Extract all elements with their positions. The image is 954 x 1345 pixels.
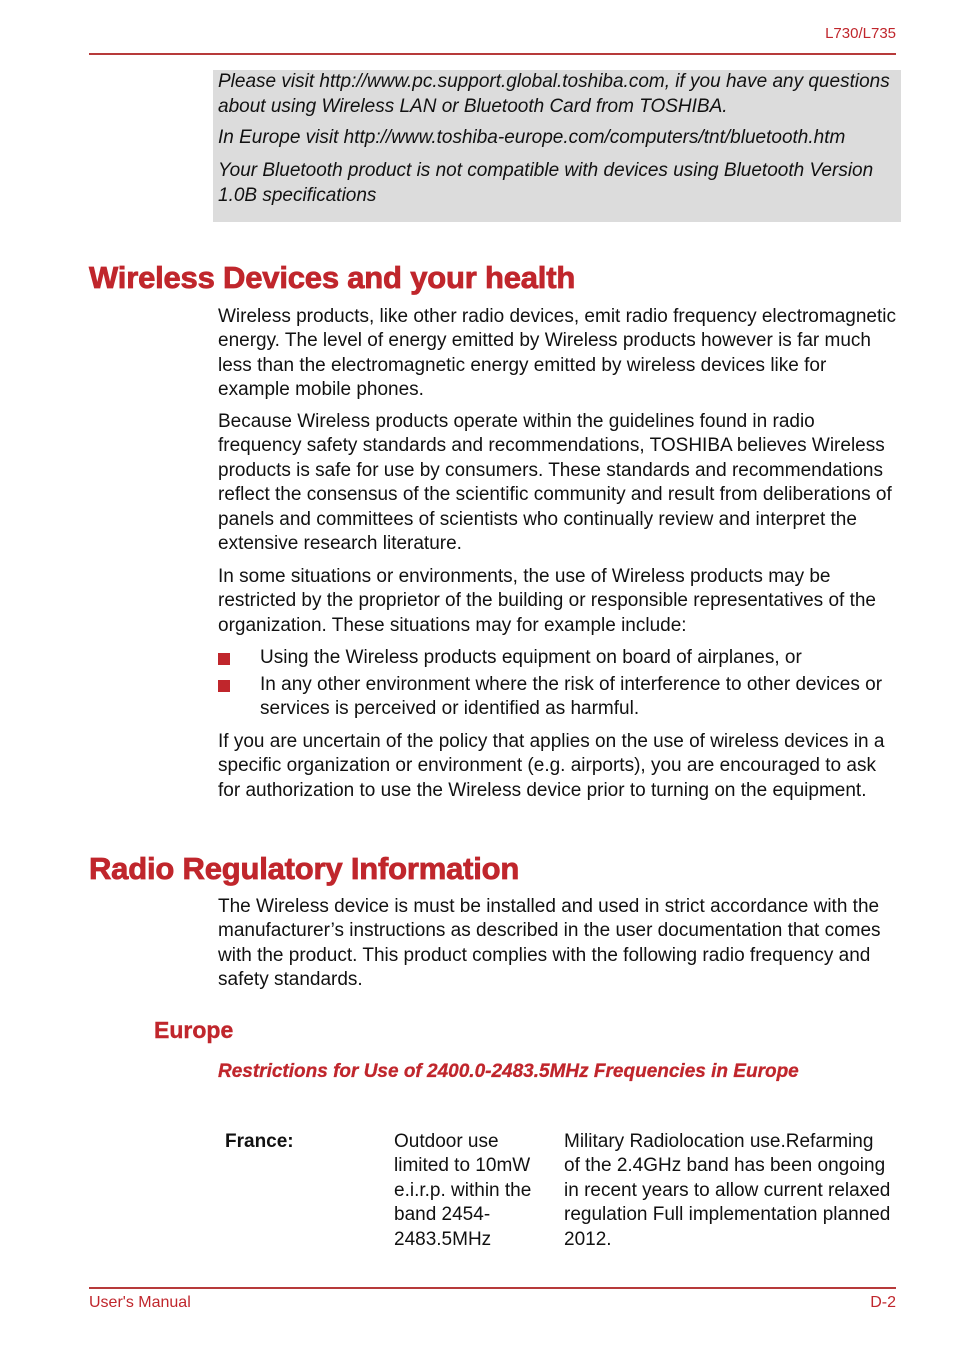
footer-manual-title: User's Manual: [89, 1294, 191, 1311]
health-paragraph-2: Because Wireless products operate within the guidelines found in radio frequency safety standards and recommendations, TOSHIBA believes Wireless products is safe for use by consumers. These standards and recommendations reflect the consensus of the scientific community and result from deliberations of panels and committees of scientists who continually review and interpret the extensive research literature.: [218, 411, 892, 555]
note-paragraph-compatibility: Your Bluetooth product is not compatible with devices using Bluetooth Version 1.0B specifications: [218, 160, 874, 206]
bullet-square-icon: [218, 680, 230, 692]
health-paragraph-3: In some situations or environments, the use of Wireless products may be restricted by the proprietor of the building or responsible representatives of the organization. These situations may for example include:: [218, 566, 876, 636]
health-paragraph-1: Wireless products, like other radio devices, emit radio frequency electromagnetic energy. The level of energy emitted by Wireless products however is far much less than the electromagnetic energy emitted by wireless devices like for example mobile phones.: [218, 306, 896, 401]
health-paragraph-4: If you are uncertain of the policy that applies on the use of wireless devices in a specific organization or environment (e.g. airports), you are encouraged to ask for authorization to use the Wireless device prior to turning on the equipment.: [218, 731, 885, 801]
table-cell-country: France:: [225, 1131, 294, 1152]
table-cell-use: Outdoor use limited to 10mW e.i.r.p. within the band 2454-2483.5MHz: [394, 1131, 532, 1250]
subsubheading-restrictions: Restrictions for Use of 2400.0-2483.5MHz Frequencies in Europe: [218, 1061, 799, 1082]
radio-paragraph-1: The Wireless device is must be installed and used in strict accordance with the manufacturer’s instructions as described in the user documentation that comes with the product. This product complies with the following radio frequency and safety standards.: [218, 896, 881, 991]
section-heading-radio-text: Radio Regulatory Information: [89, 851, 520, 886]
section-heading-health: [89, 260, 575, 296]
note-paragraph-europe: In Europe visit http://www.toshiba-europe.com/computers/tnt/bluetooth.htm: [218, 127, 846, 148]
bullet-item-interference: In any other environment where the risk of interference to other devices or services is perceived or identified as harmful.: [260, 674, 883, 720]
table-cell-note: Military Radiolocation use.Refarming of the 2.4GHz band has been ongoing in recent years to allow current relaxed regulation Full implementation planned 2012.: [564, 1131, 891, 1250]
header-rule: [89, 53, 896, 55]
running-header-model: L730/L735: [825, 25, 896, 42]
bullet-square-icon: [218, 653, 230, 665]
note-paragraph-support: Please visit http://www.pc.support.global.toshiba.com, if you have any questions about using Wireless LAN or Bluetooth Card from TOSHIBA.: [218, 71, 890, 117]
footer-page-number: D-2: [870, 1294, 896, 1311]
section-heading-health-text: Wireless Devices and your health: [89, 260, 576, 295]
subheading-europe: Europe: [154, 1017, 234, 1043]
footer-rule: [89, 1287, 896, 1289]
bullet-item-airplanes: Using the Wireless products equipment on board of airplanes, or: [260, 647, 802, 668]
section-heading-radio: [89, 851, 519, 887]
